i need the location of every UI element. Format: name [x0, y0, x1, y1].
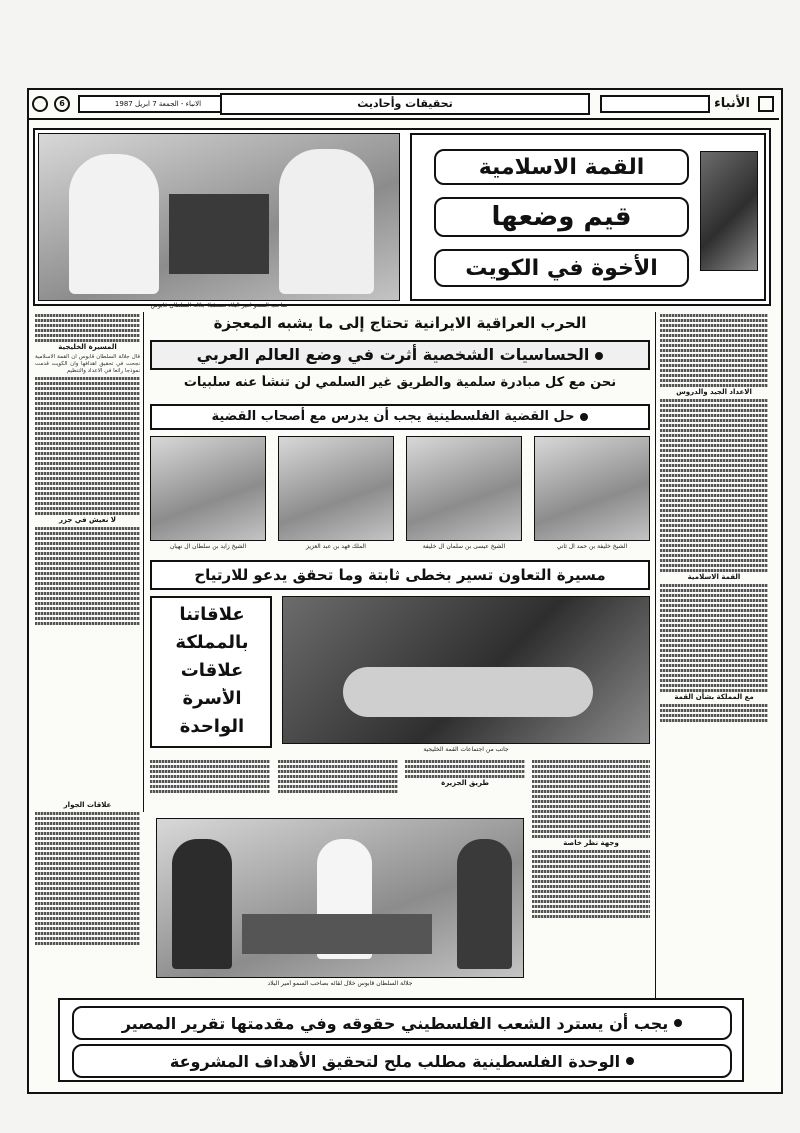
right-heading-3: مع المملكة بشأن القمة: [674, 693, 754, 701]
bullet-icon: [674, 1019, 682, 1027]
left-heading-2: لا نعيش في جزر: [59, 516, 116, 524]
mid-heading-2: وجهة نظر خاصة: [563, 839, 619, 847]
coffee-table: [242, 914, 432, 954]
masthead: [30, 93, 776, 115]
leaders-meeting-photo: [38, 133, 400, 301]
right-heading-1: الاعداد الجيد والدروس: [676, 388, 752, 396]
bullet-icon: [626, 1057, 634, 1065]
meeting-photo-caption: جانب من اجتماعات القمة الخليجية: [423, 746, 509, 753]
portrait-2-caption: الملك فهد بن عبد العزيز: [306, 543, 366, 550]
feature-headline-1: القمة الاسلامية: [434, 149, 689, 185]
mid-heading-1: طريق الجزيرة: [441, 779, 489, 787]
page-number: 6: [54, 96, 70, 112]
portraits-row: [150, 436, 650, 554]
portrait-2-photo: [278, 436, 394, 541]
side-quote-box: [150, 596, 272, 748]
portrait-1-caption: الشيخ زايد بن سلطان آل نهيان: [169, 543, 247, 550]
top-headline-box: [410, 133, 766, 301]
sultan-portrait-photo: [700, 151, 758, 271]
headline-palestinian-cause-text: حل القضية الفلسطينية يجب أن يدرس مع أصحاب القضية: [211, 409, 575, 424]
masthead-rule: [27, 118, 779, 120]
left-heading-3: علاقات الجوار: [63, 801, 112, 809]
mid-text-2: [278, 758, 398, 813]
right-heading-2: القمة الاسلامية: [687, 573, 741, 581]
left-heading-1: المسيرة الخليجية: [58, 343, 117, 351]
figure-3: [457, 839, 512, 969]
headline-iraq-iran: الحرب العراقية الايرانية تحتاج إلى ما يشبه المعجزة: [213, 314, 587, 332]
masthead-date-box: [600, 95, 710, 113]
side-quote-line-4: الأسرة: [182, 688, 242, 709]
left-body-1: قال جلالة السلطان قابوس ان القمة الاسلامية نجحت في تحقيق اهدافها وان الكويت قدمت نموذجا رائعا في الاعداد والتنظيم: [35, 354, 140, 374]
side-quote-line-1: علاقاتنا: [179, 604, 245, 625]
side-quote-line-3: علاقات: [180, 660, 244, 681]
figure-right: [279, 149, 374, 294]
figure-left: [69, 154, 159, 294]
column-divider-right: [655, 312, 656, 1012]
bottom-banner: [58, 998, 744, 1082]
banner-line-2-text: الوحدة الفلسطينية مطلب ملح لتحقيق الأهداف المشروعة: [169, 1051, 621, 1071]
top-photo-caption: صاحب السمو امير البلاد مستقبلا جلالة السلطان قابوس: [150, 302, 288, 309]
column-divider-left: [143, 312, 144, 812]
banner-line-2: [72, 1044, 732, 1078]
portrait-3-photo: [406, 436, 522, 541]
newspaper-name: الأنباء: [714, 96, 750, 111]
headline-cooperation: مسيرة التعاون تسير بخطى ثابتة وما تحقق يدعو للارتياح: [150, 560, 650, 590]
bullet-icon: [595, 352, 603, 360]
feature-headline-3: الأخوة في الكويت: [434, 249, 689, 287]
right-column: [660, 312, 768, 1012]
feature-headline-2: قيم وضعها: [434, 197, 689, 237]
mid-text-1: [150, 758, 270, 813]
headline-personal-sensitivities-text: الحساسيات الشخصية أثرت في وضع العالم العربي: [196, 345, 590, 364]
page-section-title: تحقيقات وأحاديث: [220, 93, 590, 115]
leaders-sitting-photo: [156, 818, 524, 978]
banner-line-1: [72, 1006, 732, 1040]
headline-personal-sensitivities: [150, 340, 650, 370]
figure-1: [172, 839, 232, 969]
portrait-3-caption: الشيخ عيسى بن سلمان آل خليفة: [422, 543, 506, 550]
headline-peace-initiative: نحن مع كل مبادرة سلمية والطريق غير السلمي لن تنشأ عنه سلبيات: [183, 375, 617, 390]
banner-line-1-text: يجب أن يسترد الشعب الفلسطيني حقوقه وفي مقدمتها تقرير المصير: [121, 1013, 669, 1033]
meeting-table: [343, 667, 593, 717]
headline-palestinian-cause: [150, 404, 650, 430]
newspaper-emblem-icon: [758, 96, 774, 112]
bullet-icon: [580, 413, 588, 421]
chair-center: [169, 194, 269, 274]
portrait-1-photo: [150, 436, 266, 541]
side-quote-line-5: الواحدة: [179, 716, 245, 737]
issue-info: الانباء - الجمعة 7 ابريل 1987: [78, 95, 238, 113]
mid-text-3: [405, 758, 525, 813]
left-column: [35, 312, 140, 782]
sitting-photo-caption: جلالة السلطان قابوس خلال لقائه بصاحب السمو أمير البلاد: [267, 980, 413, 987]
portrait-4-caption: الشيخ خليفة بن حمد آل ثاني: [556, 543, 628, 550]
summit-meeting-photo: [282, 596, 650, 744]
masthead-logo-icon: [32, 96, 48, 112]
side-quote-line-2: بالمملكة: [175, 632, 249, 653]
portrait-4-photo: [534, 436, 650, 541]
